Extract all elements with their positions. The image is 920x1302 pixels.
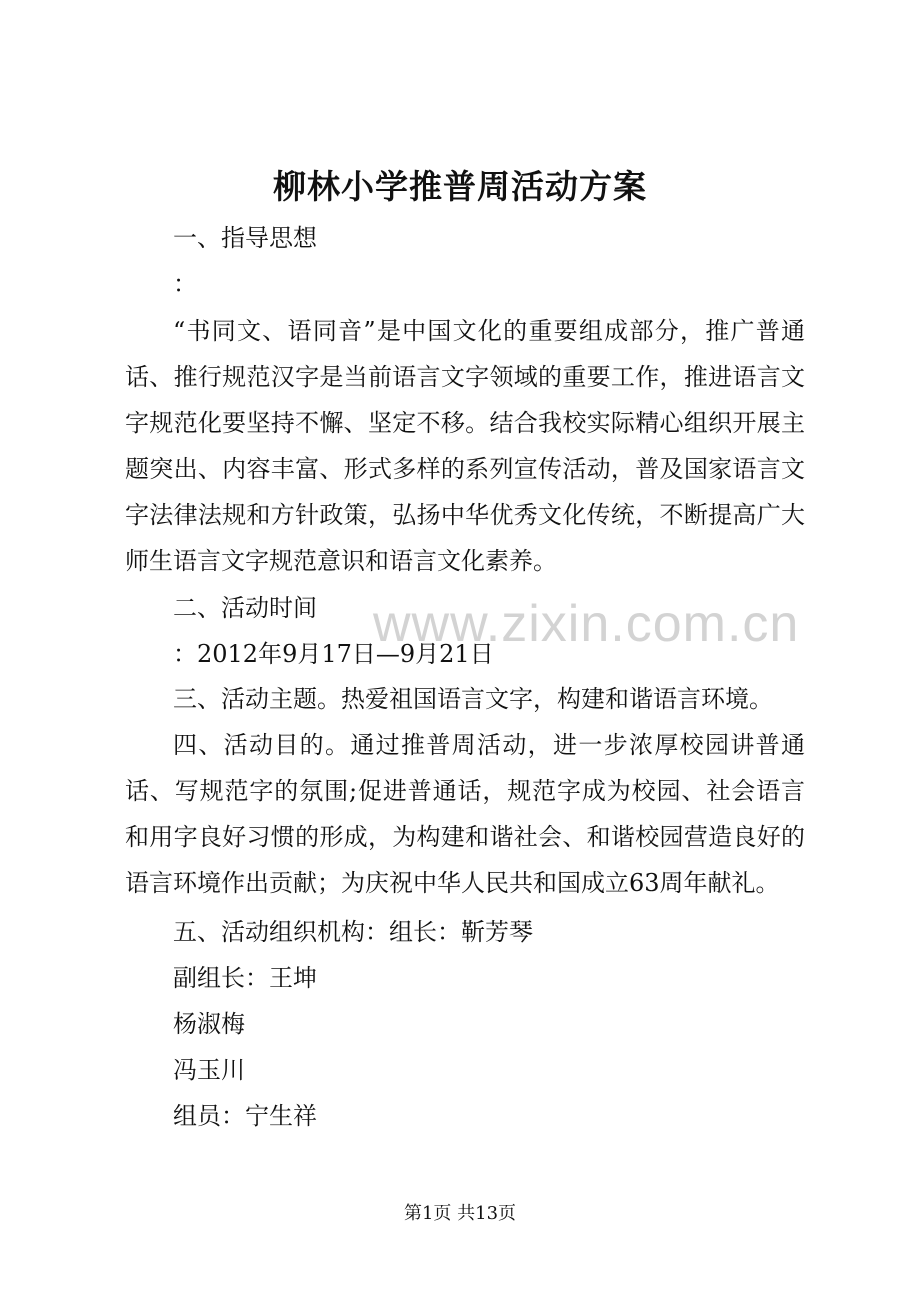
section-2-time: ：2012年9月17日—9月21日 <box>173 640 494 668</box>
members-line: 组员：宁生祥 <box>173 1102 317 1130</box>
page-footer: 第1页 共13页 <box>403 1203 517 1224</box>
section-4-purpose: 四、活动目的。通过推普周活动，进一步浓厚校园讲普通话、写规范字的氛围;促进普通话，规范字成为校园、社会语言和用字良好习惯的形成，为构建和谐社会、和谐校园营造良好的语言环境作出贡献；为庆祝中华人民共和国成立63周年献礼。 <box>125 731 805 897</box>
section-2-heading: 二、活动时间 <box>173 594 317 622</box>
section-5-heading: 五、活动组织机构：组长：靳芳琴 <box>173 918 533 946</box>
vice-leader-line: 副组长：王坤 <box>173 964 317 992</box>
vice-leader-2: 杨淑梅 <box>173 1010 245 1038</box>
section-1-body: “书同文、语同音”是中国文化的重要组成部分，推广普通话、推行规范汉字是当前语言文字领域的重要工作，推进语言文字规范化要坚持不懈、坚定不移。结合我校实际精心组织开展主题突出、内容丰富、形式多样的系列宣传活动，普及国家语言文字法律法规和方针政策，弘扬中华优秀文化传统，不断提高广大师生语言文字规范意识和语言文化素养。 <box>125 317 805 575</box>
section-3-theme: 三、活动主题。热爱祖国语言文字，构建和谐语言环境。 <box>173 685 773 713</box>
watermark: www.zixin.com.cn <box>373 595 800 653</box>
section-1-heading: 一、指导思想 <box>173 224 317 252</box>
section-1-colon: ： <box>173 270 197 298</box>
document-title: 柳林小学推普周活动方案 <box>273 167 647 206</box>
vice-leader-3: 冯玉川 <box>173 1056 245 1084</box>
